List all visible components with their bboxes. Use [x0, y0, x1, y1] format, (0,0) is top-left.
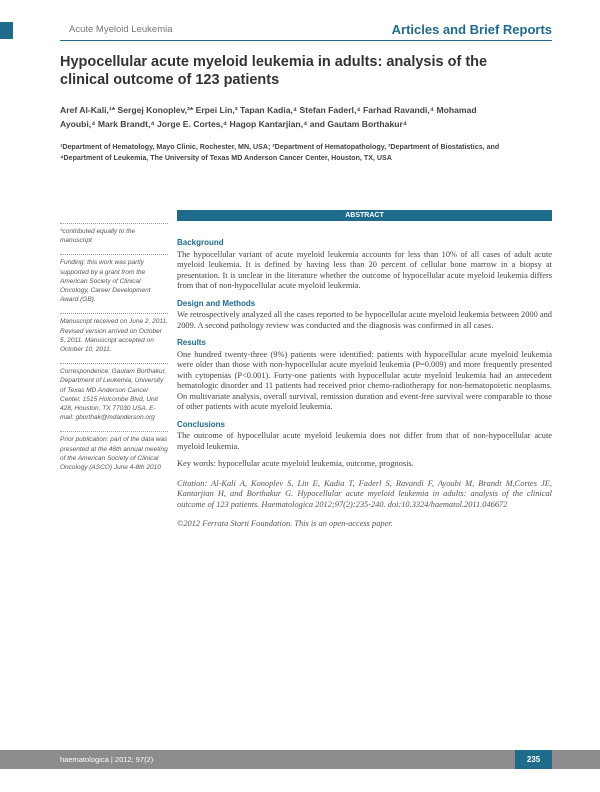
- running-head: Acute Myeloid Leukemia: [69, 24, 173, 35]
- header-rule: [60, 40, 552, 41]
- contributed-note: *contributed equally to the manuscript: [60, 223, 168, 245]
- conclusions-text: The outcome of hypocellular acute myeloid leukemia does not differ from that of non-hypocellular acute myeloid leukemia.: [177, 431, 552, 451]
- design-heading: Design and Methods: [177, 298, 256, 308]
- results-text: One hundred twenty-three (9%) patients were identified: patients with hypocellular acute myeloid leukemia were older than those with non-hypocellular acute myeloid leukemia (P=0.009) and more frequently presented with cytopenias (P<0.001). Forty-one patients with hypocellular acute myeloid leukemia had an antecedent hematologic disorder and 11 patients had received prior chemo-radiotherapy for non-hematopoietic neoplasms. On multivariate analysis, overall survival, remission duration and event-free survival were comparable to those of other patients with acute myeloid leukemia.: [177, 349, 552, 411]
- footer-journal: haematologica | 2012; 97(2): [60, 755, 154, 764]
- copyright-notice: ©2012 Ferrata Storti Foundation. This is an open-access paper.: [177, 519, 393, 528]
- abstract-body: [177, 238, 552, 530]
- page-number: 235: [515, 750, 552, 769]
- background-heading: Background: [177, 238, 224, 247]
- prior-publication-note: Prior publication: part of the data was presented at the 46th annual meeting of the American Society of Clinical Oncology (ASCO) June 4-8th 2010: [60, 431, 168, 472]
- background-text: The hypocellular variant of acute myeloid leukemia accounts for less than 10% of all cases of adult acute myeloid leukemia. It is defined by having less than 20 percent of cellular bone marrow in a biopsy at presentation. It is unclear in the literature whether the outcome of hypocellular acute myeloid leukemia differs from that of non-hypocellular acute myeloid leukemia.: [177, 249, 552, 290]
- abstract-label-bar: ABSTRACT: [177, 210, 552, 221]
- corner-accent-block: [0, 22, 13, 39]
- sidebar-notes: [60, 223, 168, 481]
- affiliations: ¹Department of Hematology, Mayo Clinic, Rochester, MN, USA; ²Department of Hematopathology, ³Department of Biostatistics, and ⁴Department of Leukemia, The University of Texas MD Anderson Cancer Center, Houston, TX, USA: [60, 143, 500, 162]
- citation: Citation: Al-Kali A, Konoplev S, Lin E, Kadia T, Faderl S, Ravandi F, Ayoubi M, Brandt M,Cortes JE, Kantarjian H, and Borthakur G. Hypocellular acute myeloid leukemia in adults: analysis of the clinical outcome of 123 patients. Haematologica 2012;97(2):235-240. doi:10.3324/haematol.2011.046672: [177, 478, 552, 509]
- article-title: Hypocellular acute myeloid leukemia in adults: analysis of the clinical outcome of 123 patients: [60, 54, 488, 88]
- footer-bar: [0, 750, 600, 769]
- conclusions-heading: Conclusions: [177, 419, 226, 429]
- keywords: Key words: hypocellular acute myeloid leukemia, outcome, prognosis.: [177, 459, 414, 468]
- manuscript-dates-note: Manuscript received on June 2, 2011. Revised version arrived on October 5, 2011. Manuscript accepted on October 10, 2011.: [60, 313, 168, 354]
- section-heading: Articles and Brief Reports: [391, 22, 552, 37]
- results-heading: Results: [177, 338, 206, 347]
- funding-note: Funding: this work was partly supported by a grant from the American Society of Clinical Oncology, Career Development Award (GB).: [60, 254, 168, 304]
- design-text: We retrospectively analyzed all the cases reported to be hypocellular acute myeloid leukemia between 2000 and 2009. A second pathology review was conducted and the diagnosis was confirmed in all cases.: [177, 310, 552, 330]
- correspondence-note: Correspondence: Gautam Borthakur, Department of Leukemia, University of Texas MD Anderson Cancer Center, 1515 Holcombe Blvd, Unit 428, Houston, TX 77030 USA. E-mail: gborthak@mdanderson.org: [60, 363, 168, 422]
- author-list: Aref Al-Kali,¹* Sergej Konoplev,²* Erpei Lin,³ Tapan Kadia,⁴ Stefan Faderl,⁴ Farhad Ravandi,⁴ Mohamad Ayoubi,⁴ Mark Brandt,⁴ Jorge E. Cortes,⁴ Hagop Kantarjian,⁴ and Gautam Borthakur⁴: [60, 105, 477, 129]
